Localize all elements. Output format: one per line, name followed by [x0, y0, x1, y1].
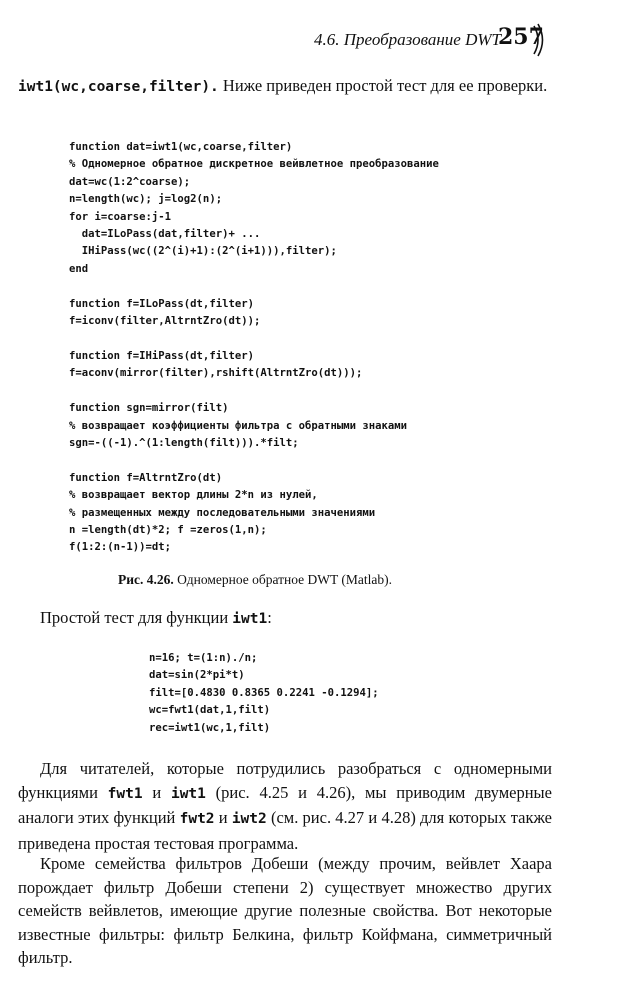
test-intro-code: iwt1: [232, 611, 268, 627]
paragraph-1-text-b: и: [142, 782, 171, 802]
paragraph-1-text-d: и: [214, 808, 232, 827]
page-number: 257: [498, 24, 544, 50]
intro-text: Ниже приведен простой тест для ее проверки.: [218, 76, 548, 95]
figure-caption-label: Рис. 4.26.: [118, 572, 174, 587]
paragraph-1-code-fwt2: fwt2: [179, 811, 215, 827]
paragraph-1-code-fwt1: fwt1: [107, 785, 143, 802]
test-intro-text: Простой тест для функции: [40, 608, 233, 627]
paragraph-1-code-iwt1: iwt1: [170, 785, 206, 802]
test-code-listing: n=16; t=(1:n)./n; dat=sin(2*pi*t) filt=[0.4830 0.8365 0.2241 -0.1294]; wc=fwt1(dat,1,filt) rec=iwt1(wc,1,filt): [149, 652, 379, 734]
page-number-arcs-icon: [532, 22, 548, 58]
paragraph-1-text-a: Для читателей, которые потрудились разобраться с одномерными функциями: [18, 759, 552, 802]
paragraph-1: [18, 757, 552, 855]
test-intro-end: :: [267, 608, 272, 627]
running-head: [300, 22, 570, 58]
paragraph-2: Кроме семейства фильтров Добеши (между прочим, вейвлет Хаара порождает фильтр Добеши степени 2) существует множество других семейств вейвлетов, имеющие другие полезные свойства. Вот некоторые известные фильтры: фильтр Белкина, фильтр Койфмана, симметричный фильтр.: [18, 854, 552, 967]
figure-caption-text: Одномерное обратное DWT (Matlab).: [173, 572, 392, 587]
code-listing: function dat=iwt1(wc,coarse,filter) % Одномерное обратное дискретное вейвлетное преобразование dat=wc(1:2^coarse); n=length(wc); j=log2(n); for i=coarse:j-1 dat=ILoPass(dat,filter)+ ... IHiPass(wc((2^(i)+1):(2^(i+1))),filter); end function f=ILoPass(dt,filter) f=iconv(filter,AltrntZro(dt)); function f=IHiPass(dt,filter) f=aconv(mirror(filter),rshift(AltrntZro(dt))); function sgn=mirror(filt) % возвращает коэффициенты фильтра с обратными знаками sgn=-((-1).^(1:length(filt))).*filt; function f=AltrntZro(dt) % возвращает вектор длины 2*n из нулей, % размещенных между последовательными значениями n =length(dt)*2; f =zeros(1,n); f(1:2:(n-1))=dt;: [69, 141, 439, 554]
paragraph-1-text-c: (рис. 4.25 и 4.26), мы приводим двумерные аналоги этих функций: [18, 782, 552, 827]
intro-paragraph: [18, 74, 552, 100]
paragraph-1-code-iwt2: iwt2: [231, 811, 267, 827]
running-title: 4.6. Преобразование DWT: [314, 30, 501, 49]
intro-code-ref: iwt1(wc,coarse,filter).: [18, 79, 219, 95]
figure-caption: [118, 572, 538, 588]
test-intro: [40, 606, 550, 632]
paragraph-1-text-e: (см. рис. 4.27 и 4.28) для которых также приведена простая тестовая программа.: [18, 808, 552, 853]
